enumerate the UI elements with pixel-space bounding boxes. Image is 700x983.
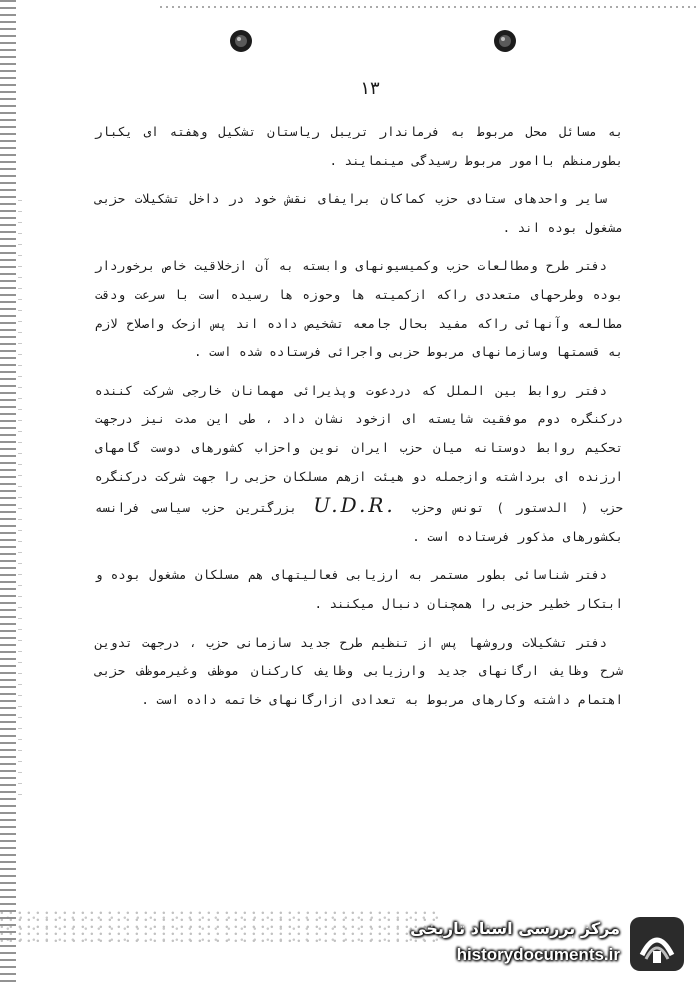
paragraph: سایر واحدهای ستادی حزب کماکان برایفای نقش خود در داخل تشکیلات حزبی مشغول بوده اند .	[95, 191, 623, 235]
paragraph	[95, 377, 623, 552]
archive-logo-icon	[628, 915, 686, 973]
paragraph-text: بزرگترین حزب سیاسی فرانسه بکشورهای مذکور فرستاده است .	[95, 500, 623, 544]
watermark-title: مرکز بررسی اسناد تاریخی	[410, 919, 620, 938]
paragraph-text: دفتر روابط بین الملل که دردعوت وپذیرائی مهمانان خارجی شرکت کننده درکنگره دوم موفقیت شایسته ای ازخود نشان داد ، طی این مدت نیز درجهت تحکیم روابط دوستانه میان حزب ایران نوین واحزاب کشورهای دوست گامهای ارزنده ای برداشته وازجمله دو هیئت ازهم مسلکان حزبی را جهت شرکت درکنگره حزب ( الدستور ) تونس وحزب	[95, 382, 623, 516]
page-number: ١٣	[360, 78, 380, 99]
document-body	[95, 118, 623, 724]
watermark	[396, 915, 686, 973]
scan-edge-shadow	[0, 0, 16, 983]
paragraph: دفتر طرح ومطالعات حزب وکمیسیونهای وابسته به آن ازخلاقیت خاص برخوردار بوده وطرحهای متعددی راکه ازکمیته ها وحوزه ها رسیده است با سرعت ودقت مطالعه وآنهائی راکه مفید بحال جامعه تشخیص داده اند پس ازحک واصلاح لازم به قسمتها وسازمانهای مربوط حزبی واجرائی فرستاده شده است .	[95, 258, 623, 360]
paragraph: به مسائل محل مربوط به فرماندار تریبل ریاستان تشکیل وهفته ای یکبار بطورمنظم باامور مربوط رسیدگی مینمایند .	[95, 124, 623, 168]
paragraph: دفتر تشکیلات وروشها پس از تنظیم طرح جدید سازمانی حزب ، درجهت تدوین شرح وظایف ارگانهای جدید وارزیابی وظایف کارکنان موظف وغیرموظف حزبی اهتمام داشته وکارهای مربوط به تعدادی ازارگانهای خاتمه داده است .	[95, 634, 623, 707]
scan-noise	[0, 910, 440, 946]
scan-noise	[18, 200, 22, 800]
perforation-dots	[160, 6, 700, 8]
punch-hole-icon	[492, 28, 518, 54]
party-acronym: U.D.R.	[313, 493, 396, 518]
paragraph: دفتر شناسائی بطور مستمر به ارزیابی فعالیتهای هم مسلکان مشغول بوده و ابتکار خطیر حزبی را همچنان دنبال میکنند .	[95, 567, 623, 611]
punch-hole-icon	[228, 28, 254, 54]
watermark-url: historydocuments.ir	[456, 945, 620, 964]
